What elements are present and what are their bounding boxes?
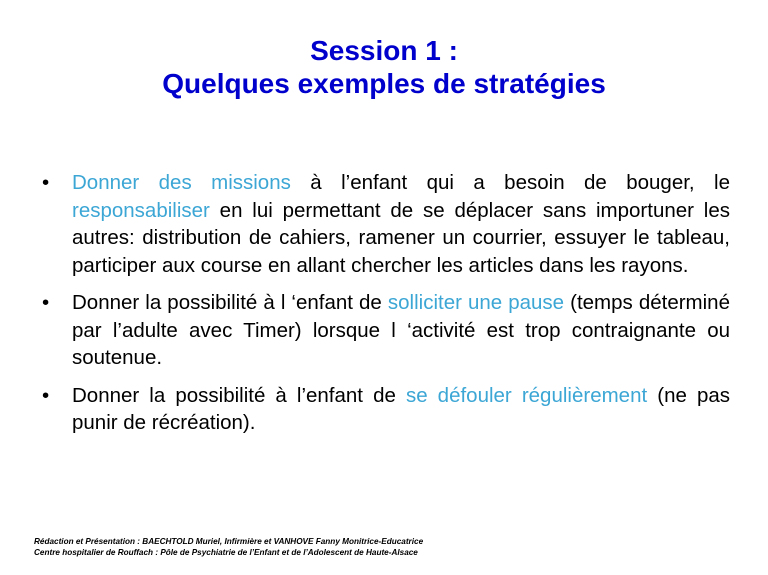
bullet-marker: •	[42, 383, 50, 407]
body-text: en lui permettant de se déplacer sans importuner les autres: distribution de cahiers, ramener un courrier, essuyer le tableau, participer aux course en allant chercher les articles dans les rayons.	[72, 198, 730, 277]
bullet-marker: •	[42, 171, 50, 194]
title-line-1: Session 1 :	[310, 35, 458, 66]
list-item	[40, 289, 730, 372]
highlight-text: Donner des missions	[72, 171, 291, 194]
body-text: (ne pas punir de récréation).	[72, 383, 730, 434]
title-line-2: Quelques exemples de stratégies	[162, 68, 606, 99]
footer-line-1: Rédaction et Présentation : BAECHTOLD Muriel, Infirmière et VANHOVE Fanny Monitrice-Educatrice	[34, 537, 424, 546]
highlight-text: responsabiliser	[72, 198, 210, 222]
highlight-text: se défouler régulièrement	[405, 383, 648, 407]
bullet-marker: •	[42, 291, 50, 314]
body-text: à l’enfant qui a besoin de bouger, le	[290, 171, 730, 194]
footer-line-2: Centre hospitalier de Rouffach : Pôle de Psychiatrie de l’Enfant et de l’Adolescent de Haute-Alsace	[34, 548, 418, 557]
slide-title	[0, 34, 768, 100]
highlight-text: solliciter une pause	[387, 291, 565, 314]
body-text: Donner la possibilité à l ‘enfant de	[72, 291, 388, 314]
list-item	[40, 382, 730, 437]
body-text: Donner la possibilité à l’enfant de	[72, 383, 406, 407]
footer-credits	[34, 536, 754, 558]
body-text: (temps déterminé par l’adulte avec Timer) lorsque l ‘activité est trop contraignante ou soutenue.	[72, 291, 730, 369]
list-item	[40, 169, 730, 279]
strategy-list	[40, 169, 730, 437]
